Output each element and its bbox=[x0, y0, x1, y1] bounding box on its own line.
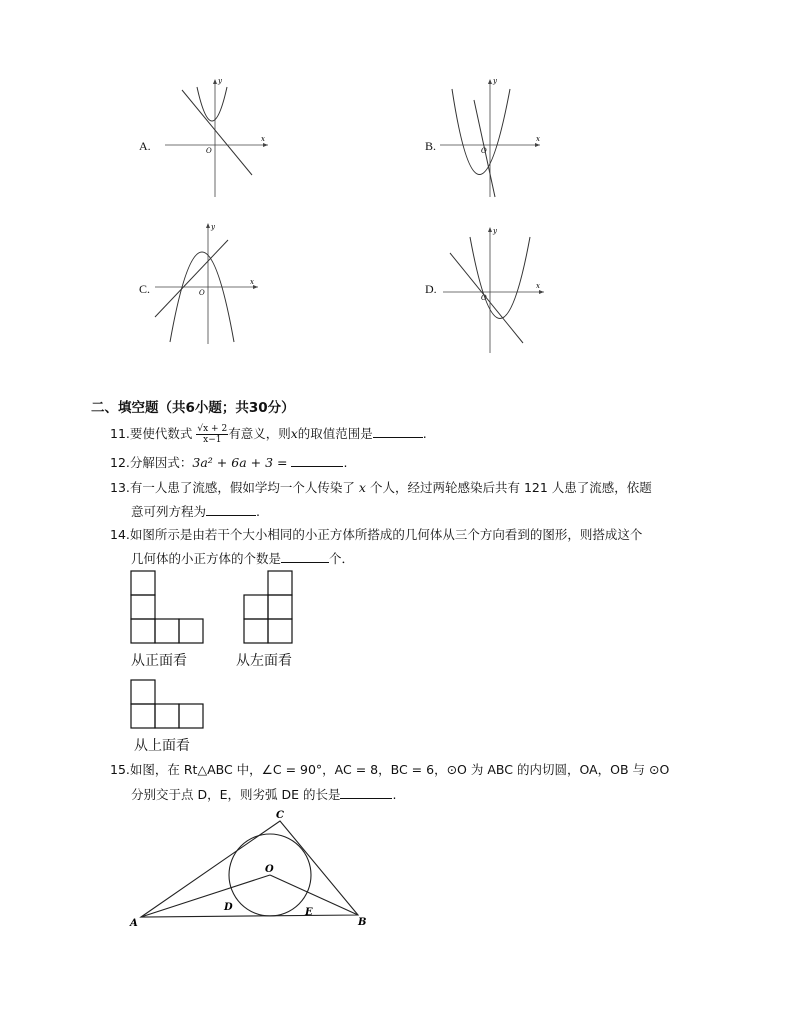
parabola bbox=[470, 237, 530, 319]
q15-number: 15. bbox=[110, 762, 130, 777]
parabola bbox=[197, 87, 227, 121]
point-e-label: E bbox=[305, 907, 313, 918]
q11-pre: 要使代数式 bbox=[129, 426, 193, 441]
point-a-label: A bbox=[130, 918, 138, 929]
point-c-label: C bbox=[276, 810, 284, 821]
parabola bbox=[170, 252, 234, 342]
line bbox=[450, 253, 523, 343]
question-12 bbox=[110, 453, 347, 471]
q12-end: . bbox=[343, 455, 348, 470]
q15-end: . bbox=[392, 787, 397, 802]
question-14-line2 bbox=[131, 549, 354, 567]
line bbox=[182, 90, 252, 175]
q14-line1: 如图所示是由若干个大小相同的小正方体所搭成的几何体从三个方向看到的图形，则搭成这个 bbox=[129, 527, 643, 542]
graph-d bbox=[438, 225, 548, 355]
q11-number: 11. bbox=[110, 426, 130, 441]
section-title: 二、填空题（共6小题；共30分） bbox=[91, 400, 295, 416]
line bbox=[155, 240, 228, 317]
question-15 bbox=[110, 760, 669, 778]
line bbox=[474, 100, 495, 197]
q11-post2: 的取值范围是 bbox=[297, 426, 373, 441]
q13-var: x bbox=[358, 480, 366, 495]
q14-line2: 几何体的小正方体的个数是 bbox=[131, 551, 282, 566]
graph-b bbox=[440, 75, 545, 200]
question-14 bbox=[110, 525, 642, 543]
front-view-figure bbox=[130, 570, 206, 646]
q11-fraction bbox=[196, 424, 228, 445]
q14-number: 14. bbox=[110, 527, 130, 542]
top-view-figure bbox=[130, 679, 206, 731]
option-d-label: D. bbox=[425, 282, 437, 296]
option-b-label: B. bbox=[425, 139, 437, 153]
q15-line2: 分别交于点 D，E，则劣弧 DE 的长是 bbox=[131, 787, 341, 802]
q11-frac-num: √x + 2 bbox=[197, 424, 228, 434]
point-b-label: B bbox=[358, 917, 367, 928]
left-view-caption: 从左面看 bbox=[236, 653, 292, 669]
origin-label: O bbox=[206, 147, 212, 155]
x-label: x bbox=[261, 135, 265, 143]
front-view-caption: 从正面看 bbox=[131, 653, 187, 669]
q13-end: . bbox=[256, 504, 260, 519]
q11-end: . bbox=[422, 426, 427, 441]
q11-post1: 有意义，则 bbox=[228, 426, 291, 441]
q13-answer-blank[interactable] bbox=[206, 503, 256, 516]
left-view-figure bbox=[243, 570, 295, 646]
y-label: y bbox=[218, 77, 222, 85]
q13-n: 121 bbox=[523, 480, 548, 495]
q11-var: x bbox=[290, 426, 298, 441]
x-label: x bbox=[536, 135, 540, 143]
q11-answer-blank[interactable] bbox=[373, 425, 423, 438]
question-13 bbox=[110, 478, 652, 496]
point-d-label: D bbox=[224, 902, 233, 913]
y-label: y bbox=[493, 77, 497, 85]
q12-pre: 分解因式： bbox=[129, 455, 193, 470]
question-13-line2 bbox=[131, 502, 260, 520]
q15-answer-blank[interactable] bbox=[340, 786, 392, 799]
q13-number: 13. bbox=[110, 480, 130, 495]
y-label: y bbox=[211, 223, 215, 231]
point-o-label: O bbox=[265, 864, 274, 875]
q12-expr: 3a² + 6a + 3 = bbox=[192, 455, 288, 470]
origin-label: O bbox=[199, 289, 205, 297]
q12-number: 12. bbox=[110, 455, 130, 470]
question-11 bbox=[110, 424, 427, 445]
y-label: y bbox=[493, 227, 497, 235]
q13-line1c: 人患了流感，依题 bbox=[551, 480, 652, 495]
q13-line1b: 个人，经过两轮感染后共有 bbox=[369, 480, 520, 495]
option-c-label: C. bbox=[139, 282, 151, 296]
top-view-caption: 从上面看 bbox=[134, 738, 190, 754]
option-a-label: A. bbox=[139, 139, 151, 153]
q11-frac-den: x−1 bbox=[203, 435, 222, 445]
segment-ob bbox=[270, 875, 358, 915]
q13-line2: 意可列方程为 bbox=[131, 504, 207, 519]
q14-end: 个． bbox=[329, 551, 355, 566]
x-label: x bbox=[250, 278, 254, 286]
incircle-triangle-figure bbox=[128, 805, 378, 930]
graph-c bbox=[150, 222, 260, 347]
origin-label: O bbox=[481, 147, 487, 155]
x-label: x bbox=[536, 282, 540, 290]
q15-line1: 如图，在 Rt△ABC 中，∠C = 90°，AC = 8，BC = 6，⊙O 为 ABC 的内切圆，OA，OB 与 ⊙O bbox=[129, 762, 670, 777]
question-15-line2 bbox=[131, 785, 396, 803]
origin-label: O bbox=[481, 294, 487, 302]
q14-answer-blank[interactable] bbox=[281, 550, 329, 563]
graph-a bbox=[160, 75, 270, 200]
triangle-abc bbox=[141, 821, 358, 917]
q13-line1a: 有一人患了流感，假如学均一个人传染了 bbox=[129, 480, 355, 495]
q12-answer-blank[interactable] bbox=[291, 454, 343, 467]
